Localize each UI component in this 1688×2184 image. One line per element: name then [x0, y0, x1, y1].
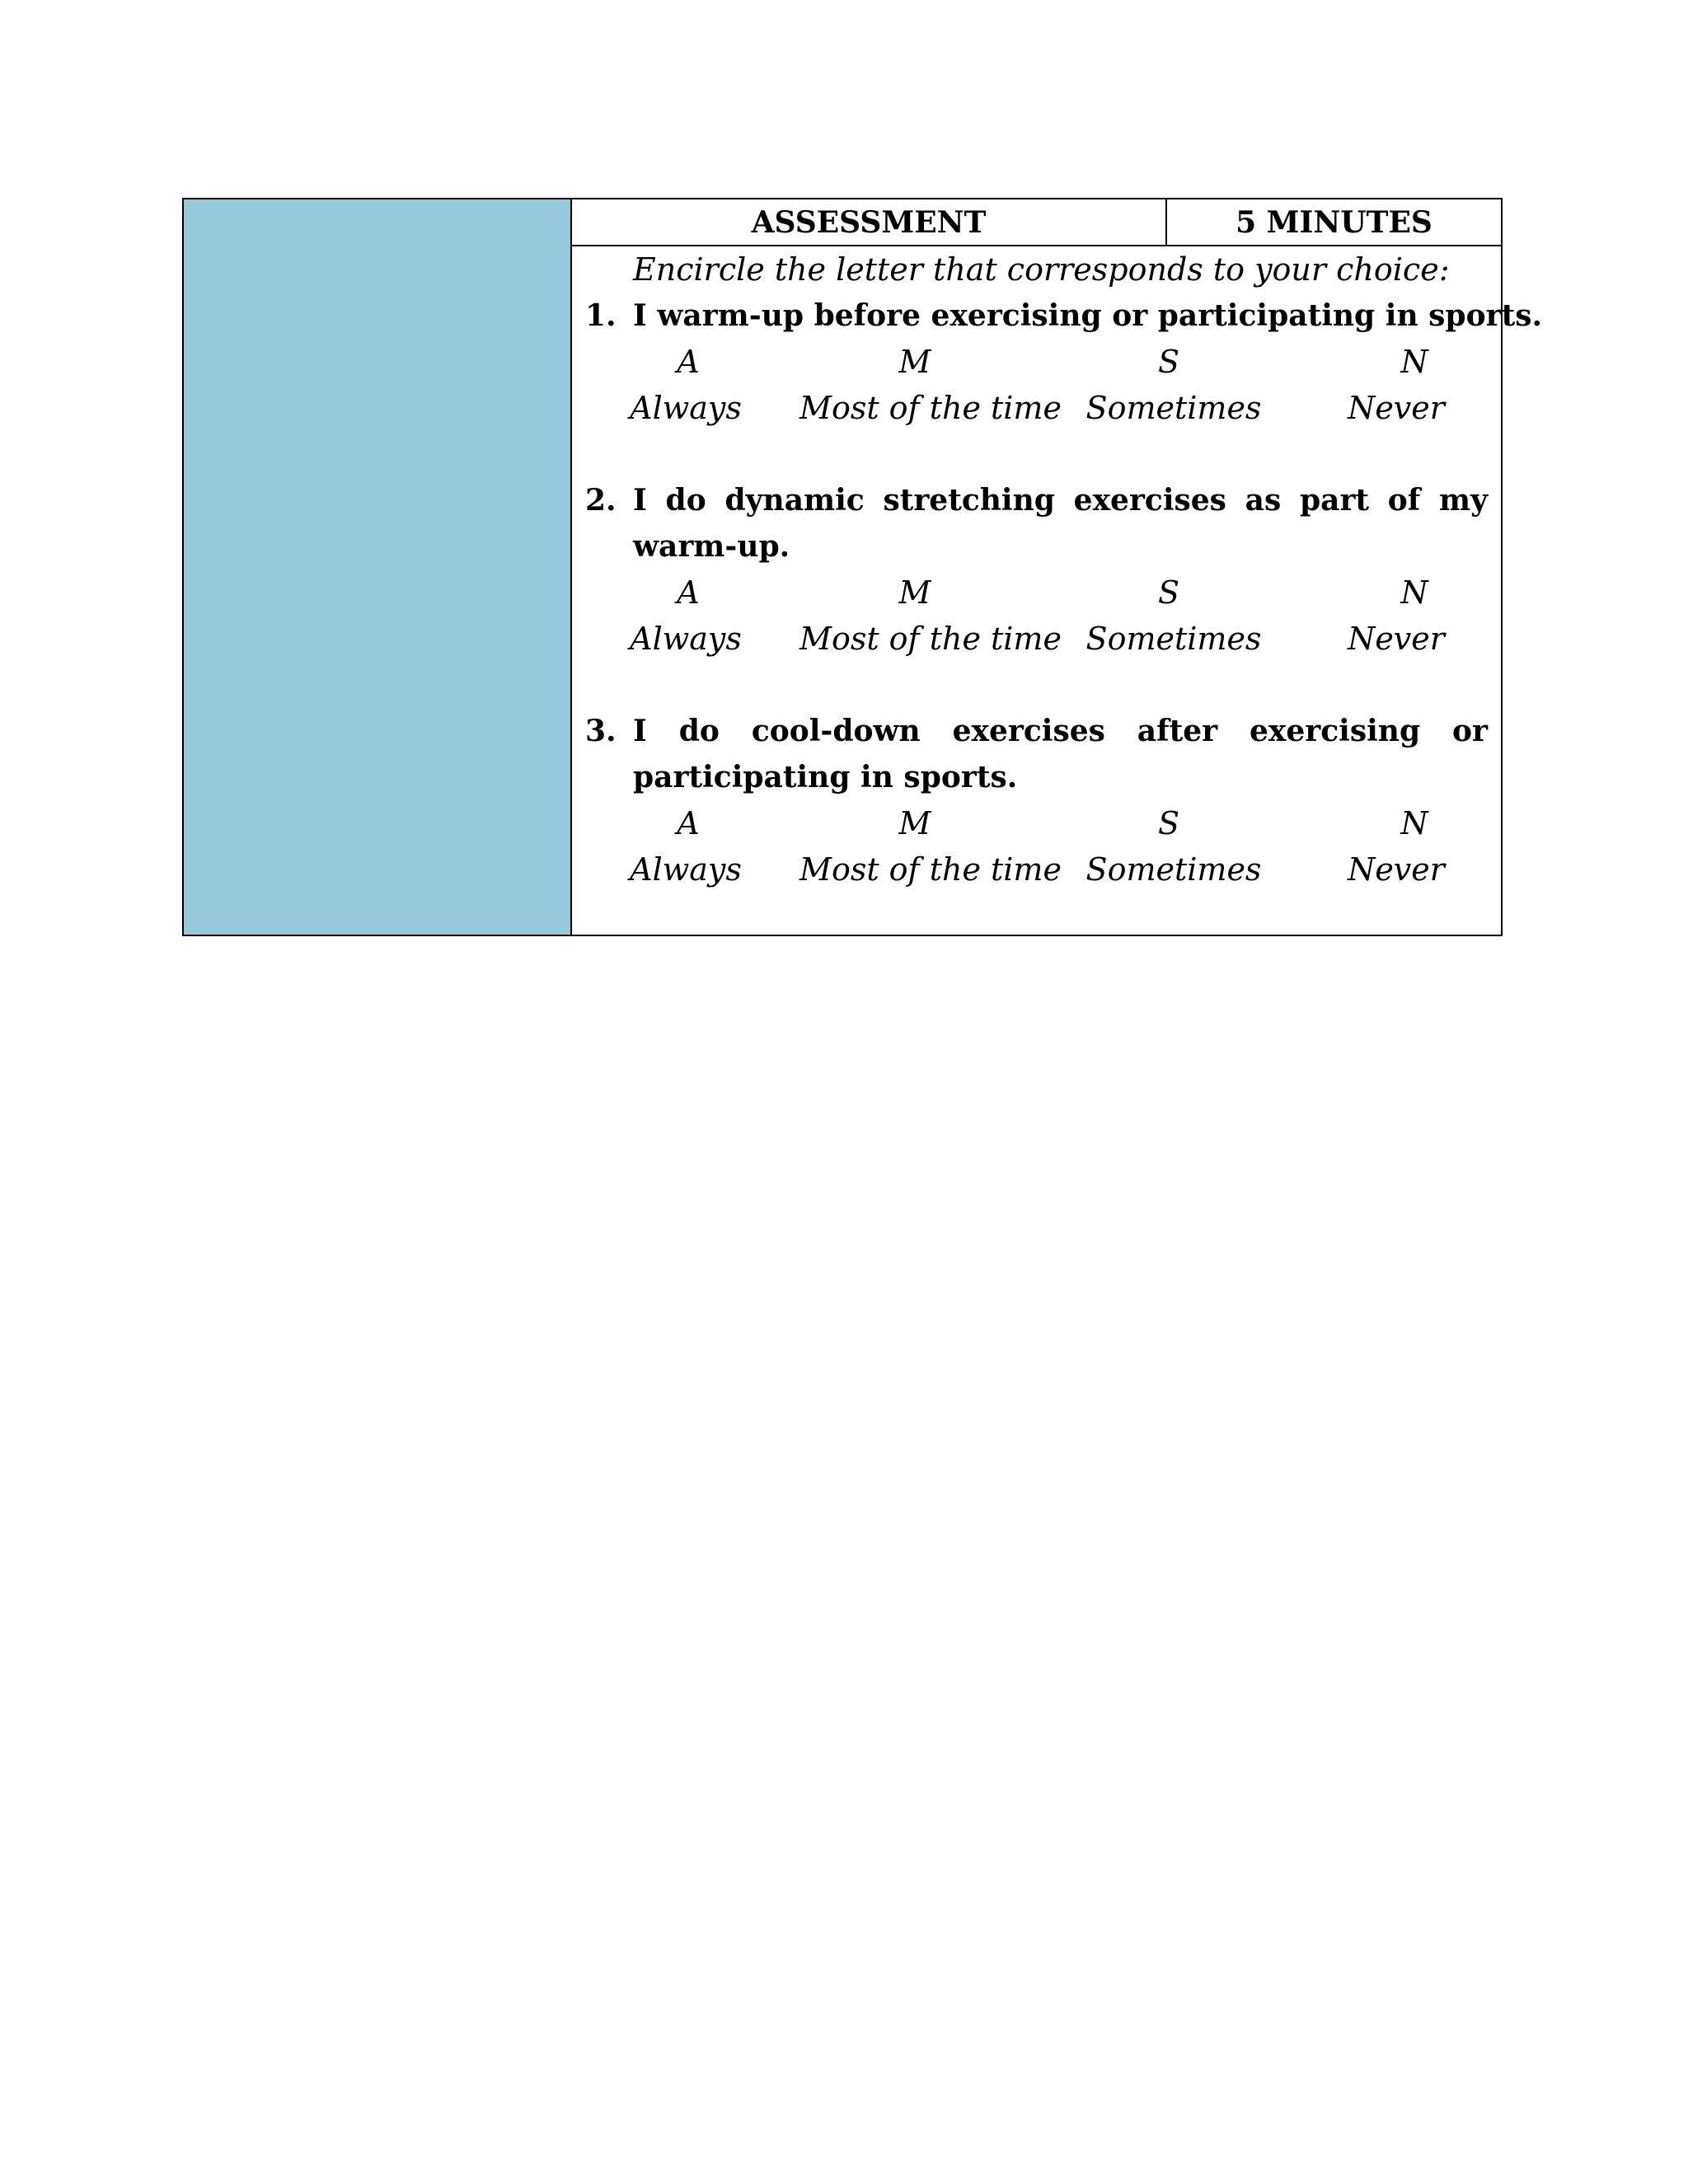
option-label-most-of-the-time: Most of the time	[799, 390, 1062, 426]
option-label-sometimes: Sometimes	[1085, 621, 1262, 657]
question-1	[572, 293, 1542, 431]
option-label-most-of-the-time: Most of the time	[799, 621, 1062, 657]
option-label-never: Never	[1348, 851, 1445, 888]
question-text: I do dynamic stretching exercises as part of my warm-up.	[633, 483, 1488, 564]
option-letter-a[interactable]: A	[677, 344, 700, 380]
option-letter-m[interactable]: M	[898, 805, 931, 841]
option-letter-m[interactable]: M	[898, 344, 931, 380]
question-text: I warm-up before exercising or participating in sports.	[633, 298, 1542, 333]
option-letter-n[interactable]: N	[1400, 805, 1428, 841]
assessment-content	[572, 199, 1542, 935]
question-2	[572, 477, 1501, 662]
option-letter-n[interactable]: N	[1400, 574, 1428, 611]
option-labels	[572, 616, 1501, 662]
question-number: 2.	[585, 483, 617, 518]
instruction-text: Encircle the letter that corresponds to your choice:	[633, 251, 1450, 288]
option-label-most-of-the-time: Most of the time	[799, 851, 1062, 888]
question-number: 3.	[585, 714, 617, 748]
question-text: I do cool-down exercises after exercising or participating in sports.	[633, 714, 1488, 794]
option-label-sometimes: Sometimes	[1085, 851, 1262, 888]
option-letter-a[interactable]: A	[677, 574, 700, 611]
side-panel	[184, 199, 572, 935]
option-letters	[572, 569, 1501, 616]
option-letter-s[interactable]: S	[1157, 344, 1180, 380]
option-labels	[572, 385, 1501, 431]
option-letters	[572, 339, 1501, 385]
header-row	[572, 199, 1501, 246]
option-letter-n[interactable]: N	[1400, 344, 1428, 380]
option-letter-m[interactable]: M	[898, 574, 931, 611]
option-letter-s[interactable]: S	[1157, 805, 1180, 841]
question-number: 1.	[585, 298, 617, 333]
option-label-always: Always	[630, 851, 742, 888]
option-label-always: Always	[630, 621, 742, 657]
assessment-table	[182, 198, 1542, 936]
assessment-body	[572, 246, 1542, 935]
option-letters	[572, 800, 1501, 846]
option-label-never: Never	[1348, 621, 1445, 657]
option-label-always: Always	[630, 390, 742, 426]
time-allotment: 5 MINUTES	[1236, 204, 1432, 240]
option-labels	[572, 846, 1501, 893]
option-letter-a[interactable]: A	[677, 805, 700, 841]
option-label-sometimes: Sometimes	[1085, 390, 1262, 426]
question-3	[572, 708, 1501, 893]
assessment-title: ASSESSMENT	[572, 199, 1167, 245]
option-label-never: Never	[1348, 390, 1445, 426]
option-letter-s[interactable]: S	[1157, 574, 1180, 611]
